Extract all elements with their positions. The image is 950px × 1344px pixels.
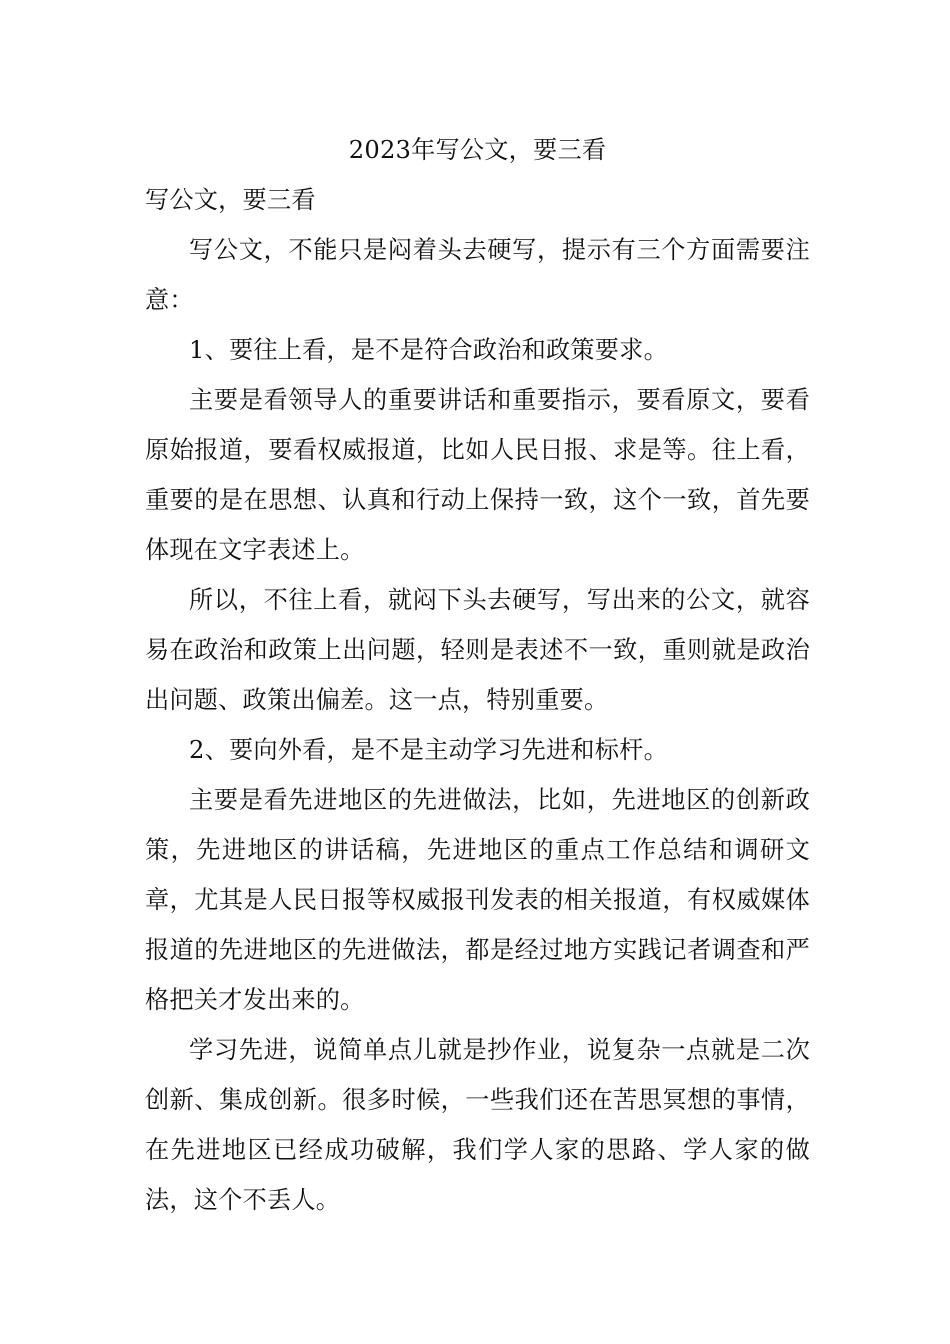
paragraph-intro: 写公文，不能只是闷着头去硬写，提示有三个方面需要注意： [145,236,810,314]
paragraph-point-2-learning: 学习先进，说简单点儿就是抄作业，说复杂一点就是二次创新、集成创新。很多时候，一些我们还在苦思冥想的事情，在先进地区已经成功破解，我们学人家的思路、学人家的做法，这个不丢人。 [145,1036,810,1214]
paragraph-point-1-consequence: 所以，不往上看，就闷下头去硬写，写出来的公文，就容易在政治和政策上出问题，轻则是表述不一致，重则就是政治出问题、政策出偏差。这一点，特别重要。 [145,586,810,714]
document-body [145,125,810,1225]
paragraph-point-2-heading: 2、要向外看，是不是主动学习先进和标杆。 [189,736,668,764]
paragraph-point-1-detail: 主要是看领导人的重要讲话和重要指示，要看原文，要看原始报道，要看权威报道，比如人民日报、求是等。往上看，重要的是在思想、认真和行动上保持一致，这个一致，首先要体现在文字表述上。 [145,386,810,564]
paragraph-point-2-detail: 主要是看先进地区的先进做法，比如，先进地区的创新政策，先进地区的讲话稿，先进地区的重点工作总结和调研文章，尤其是人民日报等权威报刊发表的相关报道，有权威媒体报道的先进地区的先进做法，都是经过地方实践记者调查和严格把关才发出来的。 [145,786,810,1014]
document-title: 2023年写公文，要三看 [348,136,607,164]
document-subtitle: 写公文，要三看 [145,186,316,214]
paragraph-point-1-heading: 1、要往上看，是不是符合政治和政策要求。 [189,336,668,364]
